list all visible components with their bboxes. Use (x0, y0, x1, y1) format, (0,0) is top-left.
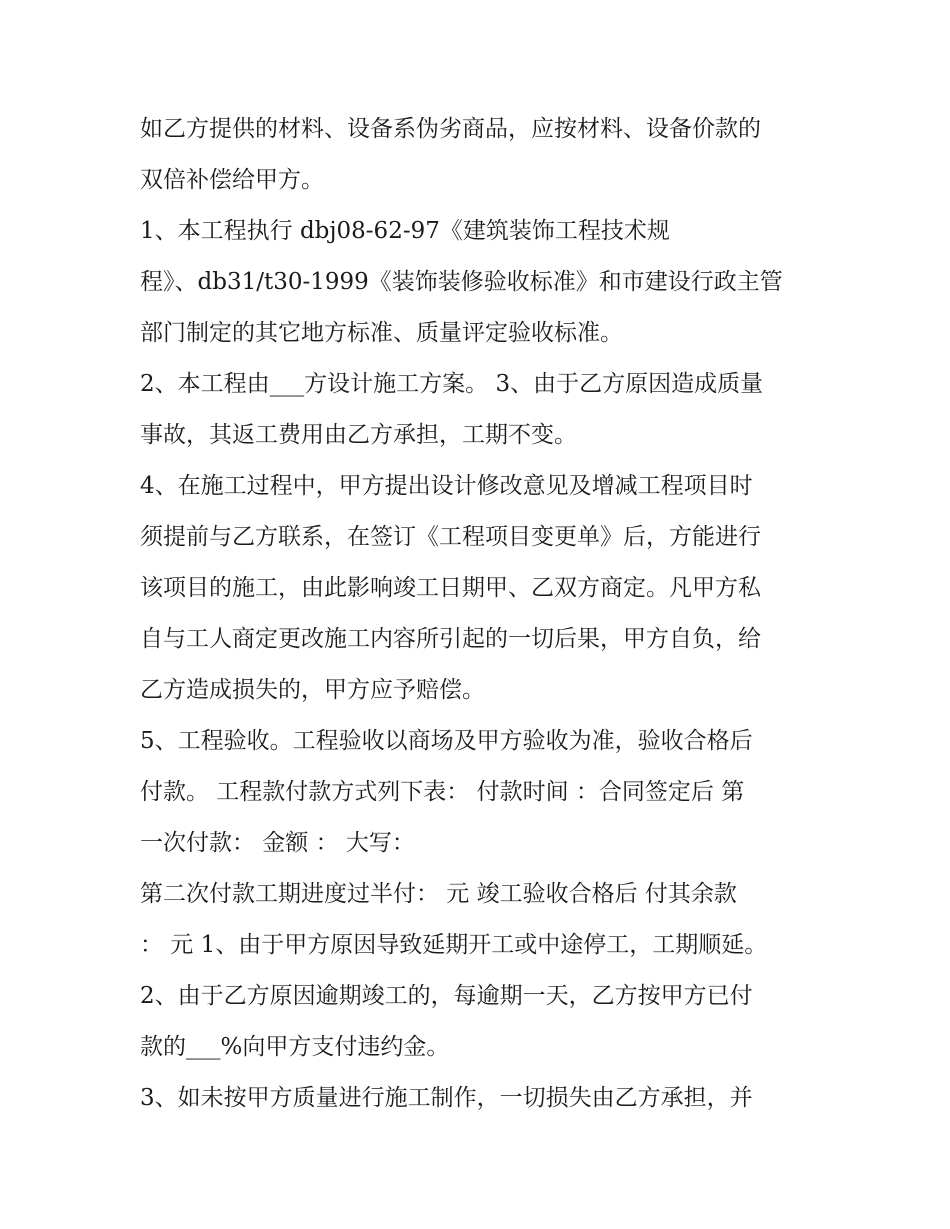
text-line: 乙方造成损失的，甲方应予赔偿。 (140, 677, 485, 703)
text-line: ： 元 1、由于甲方原因导致延期开工或中途停工，工期顺延。 (140, 932, 768, 958)
text-line: 4、在施工过程中，甲方提出设计修改意见及增减工程项目时 (140, 473, 753, 499)
text-line: 事故，其返工费用由乙方承担，工期不变。 (140, 422, 577, 448)
text-line: 该项目的施工，由此影响竣工日期甲、乙双方商定。凡甲方私 (140, 575, 761, 601)
text-line: 款的___%向甲方支付违约金。 (140, 1034, 450, 1060)
text-line: 双倍补偿给甲方。 (140, 167, 324, 193)
text-line: 一次付款： 金额 ： 大写： (140, 830, 415, 856)
body-text (140, 104, 830, 1124)
text-line: 2、本工程由___方设计施工方案。 3、由于乙方原因造成质量 (140, 371, 764, 397)
text-line: 第二次付款工期进度过半付： 元 竣工验收合格后 付其余款 (140, 881, 737, 907)
text-line: 5、工程验收。工程验收以商场及甲方验收为准，验收合格后 (140, 728, 753, 754)
text-line: 部门制定的其它地方标准、质量评定验收标准。 (140, 320, 623, 346)
text-line: 程》、db31/t30-1999《装饰装修验收标准》和市建设行政主管 (140, 269, 783, 295)
text-line: 须提前与乙方联系，在签订《工程项目变更单》后，方能进行 (140, 524, 761, 550)
text-line: 如乙方提供的材料、设备系伪劣商品，应按材料、设备价款的 (140, 116, 761, 142)
text-line: 3、如未按甲方质量进行施工制作，一切损失由乙方承担，并 (140, 1085, 753, 1111)
text-line: 2、由于乙方原因逾期竣工的，每逾期一天，乙方按甲方已付 (140, 983, 753, 1009)
text-line: 自与工人商定更改施工内容所引起的一切后果，甲方自负，给 (140, 626, 761, 652)
text-line: 付款。 工程款付款方式列下表： 付款时间 ：合同签定后 第 (140, 779, 745, 805)
text-line: 1、本工程执行 dbj08-62-97《建筑装饰工程技术规 (140, 218, 670, 244)
